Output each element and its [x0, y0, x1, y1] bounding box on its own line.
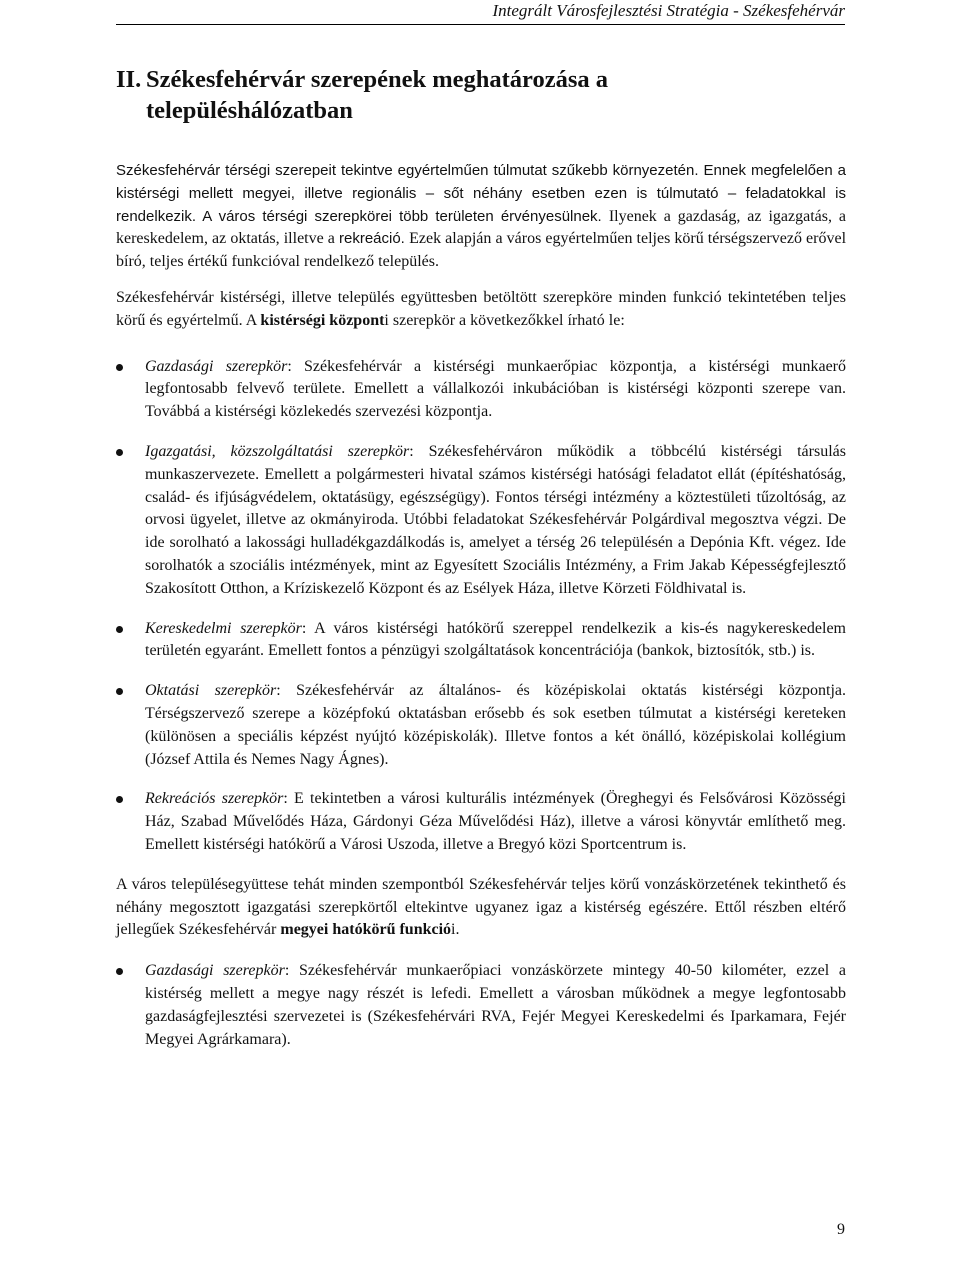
role-text: : Székesfehérváron működik a többcélú kistérségi társulás munkaszervezete. Emellett a polgármesteri hivatal számos kistérségi hatósági feladatot ellát (építéshatóság, család- és ifjúságvédelem, oktatásügy, egészségügy). Fontos térségi intézmény a köztestületi tűzoltóság, az orvosi ügyelet, illetve az okmányiroda. Utóbbi feladatokat Székesfehérvár Polgárdival megosztva végzi. De ide sorolható a lakossági hulladékgazdálkodás is, amelyet a térség 26 településén a Depónia Kft. végez. Ide sorolhatók a szociális intézmények, mint az Egyesített Szociális Intézmény, a Frim Jakab Képességfejlesztő Szakosított Otthon, a Kríziskezelő Központ és az Esélyek Háza, illetve Körzeti Földhivatal is.	[145, 442, 846, 597]
role-text: : Székesfehérvár munkaerőpiaci vonzáskörzete mintegy 40-50 kilométer, ezzel a kistérség mellett a megye nagy részét is lefedi. Emellett a városban működnek a megye legfontosabb gazdaságfejlesztési szervezetei is (Székesfehérvári RVA, Fejér Megyei Kereskedelmi és Iparkamara, Fejér Megyei Agrárkamara).	[145, 962, 846, 1048]
kisterseg-paragraph	[116, 287, 846, 333]
list-item	[116, 618, 846, 664]
role-label: Gazdasági szerepkör	[145, 357, 288, 375]
chapter-title-line2: településhálózatban	[146, 97, 353, 124]
kisterseg-role-list	[116, 356, 846, 857]
bullet-icon	[116, 688, 123, 695]
kisterseg-post: i szerepkör a következőkkel írható le:	[384, 311, 625, 329]
intro-serif-d: Ezek alapján a város egyértelműen teljes körű térségszervező erővel bíró, teljes értékű funkcióval rendelkező település.	[116, 230, 847, 271]
role-text: : A város kistérségi hatókörű szereppel rendelkezik a kis-és nagykereskedelem területén egyaránt. Emellett fontos a pénzügyi szolgáltatások koncentrációja (bankok, biztosítók, stb.) is.	[145, 619, 846, 660]
bullet-icon	[116, 968, 123, 975]
megyei-bold: megyei hatókörű funkció	[280, 921, 452, 939]
list-item	[116, 441, 846, 601]
list-item	[116, 788, 846, 856]
megyei-pre: A város településegyüttese tehát minden szempontból Székesfehérvár teljes körű vonzáskörzetének tekinthető és néhány megosztott igazgatási szerepkörtől eltekintve ugyanez igaz a kistérség egészére. Ettől részben eltérő jellegűek Székesfehérvár	[116, 875, 846, 939]
bullet-icon	[116, 449, 123, 456]
megyei-paragraph	[116, 874, 846, 942]
chapter-number: II.	[116, 66, 142, 93]
role-text: : E tekintetben a városi kulturális intézmények (Öreghegyi és Felsővárosi Közösségi Ház, Szabad Művelődés Háza, Gárdonyi Géza Művelődési Ház), illetve a városi könyvtár említhető meg. Emellett kistérségi hatókörű a Városi Uszoda, illetve a Bregyó közi Sportcentrum is.	[145, 790, 846, 853]
megyei-post: i.	[451, 921, 460, 939]
kisterseg-bold: kistérségi központ	[260, 311, 385, 329]
role-text: : Székesfehérvár az általános- és középiskolai oktatás kistérségi központja. Térségszervező szerepe a középfokú oktatásban erősebb és sok esetben túlmutat a kistérségi kereteken (különösen a speciális képzést nyújtó középiskolák). Illetve fontos a két önálló, középiskolai kollégium (József Attila és Nemes Nagy Ágnes).	[145, 682, 846, 768]
chapter-title	[116, 64, 736, 126]
role-label: Igazgatási, közszolgáltatási szerepkör	[145, 442, 410, 460]
role-label: Oktatási szerepkör	[145, 682, 277, 700]
list-item	[116, 356, 846, 424]
chapter-title-line1: Székesfehérvár szerepének meghatározása a	[146, 66, 608, 93]
list-item	[116, 960, 846, 1051]
megyei-role-list	[116, 960, 846, 1051]
list-item	[116, 680, 846, 771]
intro-serif-b: Ilyenek a gazdaság, az igazgatás, a kereskedelem, az oktatás, illetve a	[116, 207, 846, 248]
role-label: Rekreációs szerepkör	[145, 790, 284, 808]
running-header-title: Integrált Városfejlesztési Stratégia - Székesfehérvár	[492, 1, 845, 20]
bullet-icon	[116, 364, 123, 371]
bullet-icon	[116, 796, 123, 803]
role-label: Gazdasági szerepkör	[145, 962, 285, 980]
page-number: 9	[837, 1221, 845, 1238]
kisterseg-pre: Székesfehérvár kistérségi, illetve település együttesben betöltött szerepköre minden funkció tekintetében teljes körű és egyértelmű. A	[116, 288, 846, 329]
intro-sans-a: Székesfehérvár térségi szerepeit tekintve egyértelműen túlmutat szűkebb környezetén. Ennek megfelelően a kistérségi mellett megyei, illetve regionális – sőt néhány esetben ezen is túlmutató – feladatokkal is rendelkezik. A város térségi szerepkörei több területen érvényesülnek.	[116, 162, 846, 225]
intro-paragraph	[116, 160, 846, 274]
body-content	[116, 160, 846, 1068]
bullet-icon	[116, 626, 123, 633]
running-header	[116, 0, 845, 25]
role-text: : Székesfehérvár a kistérségi munkaerőpiac központja, a kistérségi munkaerő legfontosabb felvevő területe. Emellett a vállalkozói inkubációban is kistérségi központi szerepe van. Továbbá a kistérségi közlekedés szervezési központja.	[145, 357, 847, 421]
intro-sans-c: rekreáció.	[338, 230, 410, 248]
role-label: Kereskedelmi szerepkör	[145, 619, 302, 637]
